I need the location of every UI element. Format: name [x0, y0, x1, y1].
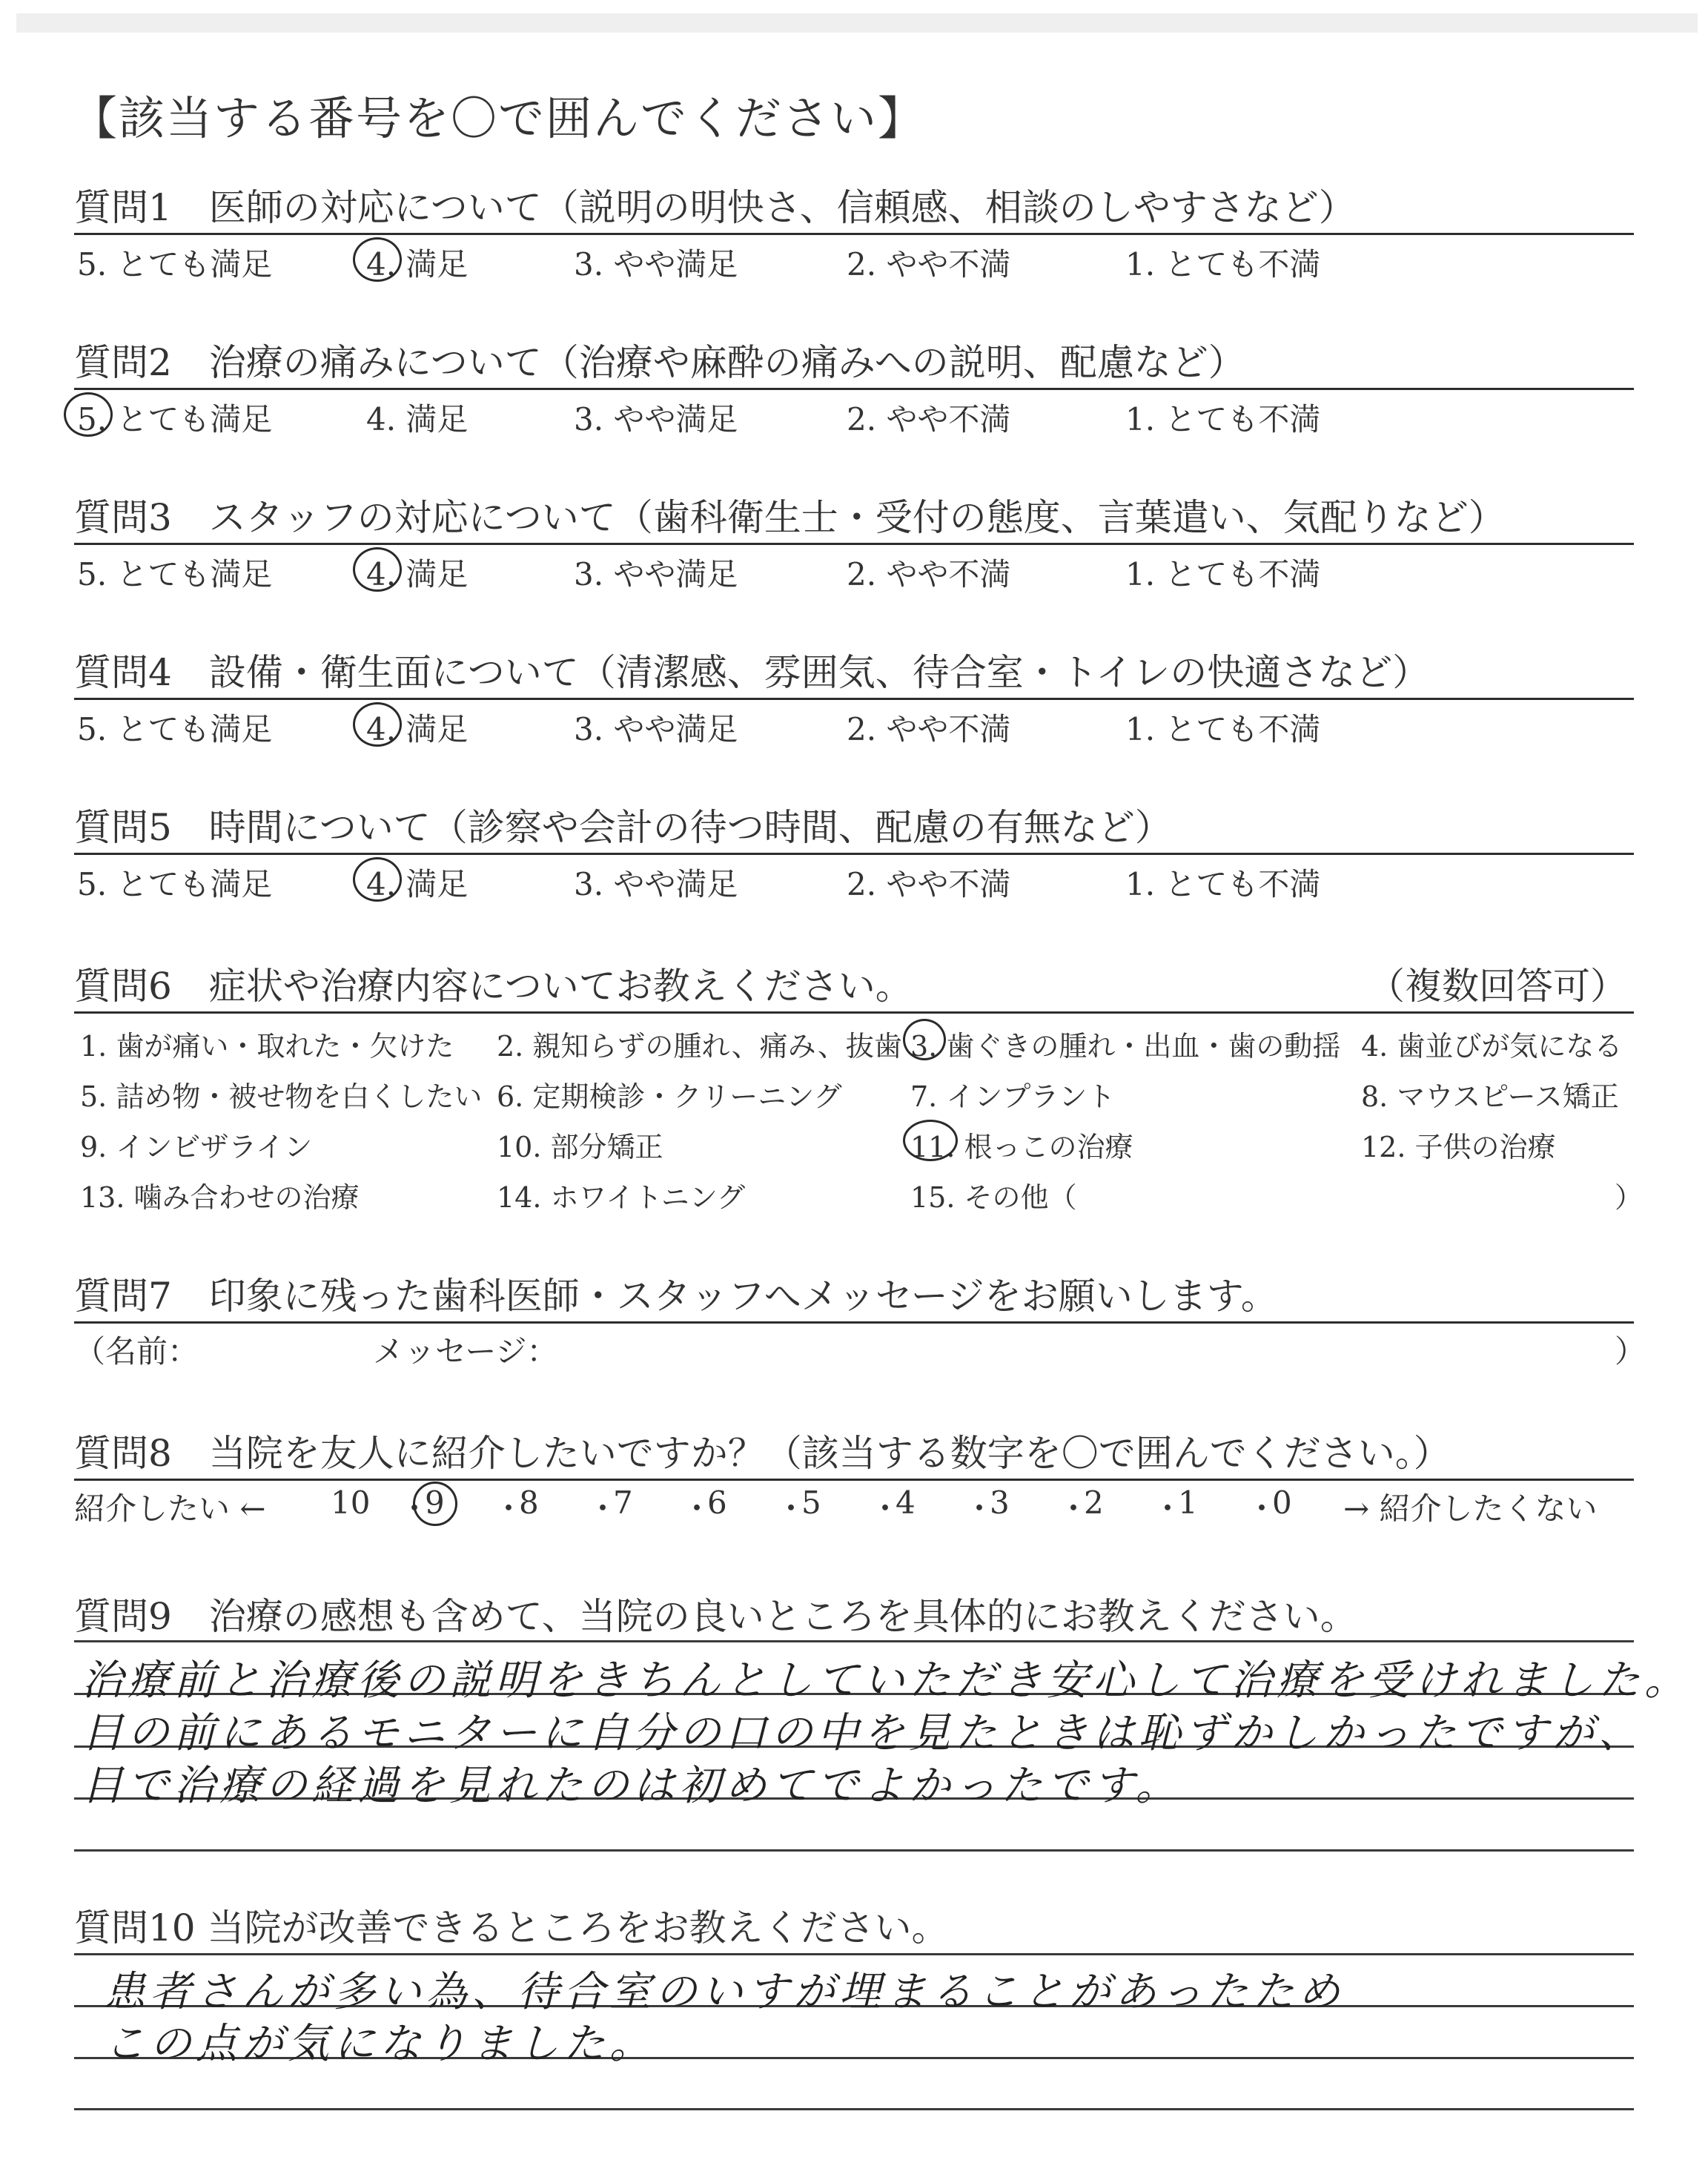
q6-option-11[interactable]: 11. 根っこの治療	[910, 1131, 1133, 1163]
q8-scale-separator: ・	[399, 1490, 431, 1527]
q8-title: 質問8 当院を友人に紹介したいですか？（該当する数字を〇で囲んでください。）	[74, 1432, 1451, 1475]
q7-title: 質問7 印象に残った歯科医師・スタッフへメッセージをお願いします。	[74, 1275, 1278, 1318]
q4-option-5[interactable]: 5. とても満足	[77, 711, 273, 747]
q2-title: 質問2 治療の痛みについて（治療や麻酔の痛みへの説明、配慮など）	[74, 341, 1245, 384]
q8-scale-separator: ・	[1246, 1490, 1278, 1527]
q3-option-5[interactable]: 5. とても満足	[77, 556, 273, 592]
q2-option-4[interactable]: 4. 満足	[366, 401, 469, 437]
q5-rule	[74, 853, 1634, 855]
q1-option-3[interactable]: 3. やや満足	[574, 246, 738, 283]
q5-option-4[interactable]: 4. 満足	[366, 866, 469, 902]
q6-option-12[interactable]: 12. 子供の治療	[1361, 1131, 1556, 1163]
q8-right-label: → 紹介したくない	[1343, 1490, 1598, 1527]
q2-option-3[interactable]: 3. やや満足	[574, 401, 738, 437]
page-top-edge	[16, 13, 1698, 33]
q10-rule-1	[74, 1953, 1634, 1955]
q4-option-4[interactable]: 4. 満足	[366, 711, 469, 747]
q6-option-4[interactable]: 4. 歯並びが気になる	[1361, 1030, 1623, 1063]
q2-rule	[74, 388, 1634, 390]
q6-selection-circle-3	[903, 1019, 946, 1060]
q2-option-2[interactable]: 2. やや不満	[847, 401, 1011, 437]
instruction-header: 【該当する番号を〇で囲んでください】	[71, 91, 926, 145]
q8-scale-1[interactable]: 1	[1178, 1484, 1198, 1521]
q1-selection-circle	[353, 237, 402, 282]
q4-option-2[interactable]: 2. やや不満	[847, 711, 1011, 747]
q3-selection-circle	[353, 547, 402, 592]
q2-option-5[interactable]: 5. とても満足	[77, 401, 273, 437]
q2-selection-circle	[64, 392, 113, 437]
q8-scale-separator: ・	[493, 1490, 525, 1527]
q9-answer-line-2: 目の前にあるモニターに自分の口の中を見たときは恥ずかしかったですが、	[82, 1709, 1644, 1757]
q6-option-8[interactable]: 8. マウスピース矯正	[1361, 1080, 1619, 1113]
q8-scale-separator: ・	[1058, 1490, 1090, 1527]
q8-scale-5[interactable]: 5	[801, 1484, 821, 1521]
q3-option-2[interactable]: 2. やや不満	[847, 556, 1011, 592]
q3-option-4[interactable]: 4. 満足	[366, 556, 469, 592]
q7-name-label: （名前：	[74, 1333, 199, 1370]
q8-selection-circle	[413, 1482, 457, 1526]
q1-rule	[74, 233, 1634, 235]
q3-title: 質問3 スタッフの対応について（歯科衛生士・受付の態度、言葉遣い、気配りなど）	[74, 496, 1506, 539]
q8-scale-separator: ・	[964, 1490, 996, 1527]
q9-rule-5	[74, 1849, 1634, 1852]
q5-option-3[interactable]: 3. やや満足	[574, 866, 738, 902]
q5-option-1[interactable]: 1. とても不満	[1125, 866, 1321, 902]
q6-option-14[interactable]: 14. ホワイトニング	[497, 1181, 746, 1214]
q7-rule	[74, 1321, 1634, 1324]
q8-scale-0[interactable]: 0	[1272, 1484, 1292, 1521]
q6-option-9[interactable]: 9. インビザライン	[80, 1131, 313, 1163]
q8-scale-7[interactable]: 7	[613, 1484, 633, 1521]
q1-option-1[interactable]: 1. とても不満	[1125, 246, 1321, 283]
q9-answer-line-3: 目で治療の経過を見れたのは初めてでよかったです。	[82, 1762, 1182, 1810]
q6-rule	[74, 1011, 1634, 1014]
q1-title: 質問1 医師の対応について（説明の明快さ、信頼感、相談のしやすさなど）	[74, 186, 1356, 229]
q8-scale-4[interactable]: 4	[896, 1484, 916, 1521]
q6-option-5[interactable]: 5. 詰め物・被せ物を白くしたい	[80, 1080, 483, 1113]
q1-option-4[interactable]: 4. 満足	[366, 246, 469, 283]
q6-option-15[interactable]: 15. その他（	[910, 1181, 1077, 1214]
q6-option-13[interactable]: 13. 噛み合わせの治療	[80, 1181, 360, 1214]
q6-option-3[interactable]: 3. 歯ぐきの腫れ・出血・歯の動揺	[910, 1030, 1341, 1063]
q8-scale-separator: ・	[1152, 1490, 1184, 1527]
q8-scale-3[interactable]: 3	[990, 1484, 1010, 1521]
q1-option-2[interactable]: 2. やや不満	[847, 246, 1011, 283]
q10-title: 質問10 当院が改善できるところをお教えください。	[74, 1906, 949, 1949]
q6-selection-circle-11	[903, 1120, 958, 1161]
q4-title: 質問4 設備・衛生面について（清潔感、雰囲気、待合室・トイレの快適さなど）	[74, 651, 1430, 694]
q6-option-1[interactable]: 1. 歯が痛い・取れた・欠けた	[80, 1030, 454, 1063]
q8-scale-separator: ・	[870, 1490, 901, 1527]
q6-title: 質問6 症状や治療内容についてお教えください。	[74, 965, 913, 1008]
q6-option-10[interactable]: 10. 部分矯正	[497, 1131, 663, 1163]
q9-answer-line-1: 治療前と治療後の説明をきちんとしていただき安心して治療を受けれました。	[82, 1657, 1690, 1705]
q4-selection-circle	[353, 702, 402, 747]
q6-note: （複数回答可）	[1368, 965, 1627, 1008]
q10-rule-4	[74, 2108, 1634, 2110]
q4-option-3[interactable]: 3. やや満足	[574, 711, 738, 747]
q5-option-2[interactable]: 2. やや不満	[847, 866, 1011, 902]
q8-scale-9[interactable]: 9	[425, 1484, 445, 1521]
q3-option-3[interactable]: 3. やや満足	[574, 556, 738, 592]
q6-option-2[interactable]: 2. 親知らずの腫れ、痛み、抜歯	[497, 1030, 902, 1063]
q9-title: 質問9 治療の感想も含めて、当院の良いところを具体的にお教えください。	[74, 1595, 1357, 1638]
q6-option-7[interactable]: 7. インプラント	[910, 1080, 1116, 1113]
q8-left-label: 紹介したい ←	[74, 1490, 266, 1527]
q9-rule-1	[74, 1640, 1634, 1642]
q1-option-5[interactable]: 5. とても満足	[77, 246, 273, 283]
q3-option-1[interactable]: 1. とても不満	[1125, 556, 1321, 592]
q8-rule	[74, 1479, 1634, 1481]
q5-option-5[interactable]: 5. とても満足	[77, 866, 273, 902]
q8-scale-separator: ・	[587, 1490, 619, 1527]
q10-answer-line-2: この点が気になりました。	[104, 2020, 655, 2068]
q4-rule	[74, 698, 1634, 700]
q8-scale-6[interactable]: 6	[707, 1484, 727, 1521]
q4-option-1[interactable]: 1. とても不満	[1125, 711, 1321, 747]
q7-close-paren: ）	[1615, 1333, 1646, 1370]
q7-message-label: メッセージ：	[373, 1333, 558, 1370]
q8-scale-separator: ・	[775, 1490, 807, 1527]
q8-scale-2[interactable]: 2	[1084, 1484, 1104, 1521]
q10-answer-line-1: 患者さんが多い為、待合室のいすが埋まることがあったため	[104, 1968, 1345, 2016]
q8-scale-8[interactable]: 8	[519, 1484, 539, 1521]
q8-scale-10[interactable]: 10	[331, 1484, 371, 1521]
q6-option-6[interactable]: 6. 定期検診・クリーニング	[497, 1080, 842, 1113]
q8-scale-separator: ・	[681, 1490, 713, 1527]
q5-selection-circle	[353, 857, 402, 902]
q6-other-close: ）	[1615, 1181, 1644, 1214]
q2-option-1[interactable]: 1. とても不満	[1125, 401, 1321, 437]
q5-title: 質問5 時間について（診察や会計の待つ時間、配慮の有無など）	[74, 806, 1172, 849]
q3-rule	[74, 543, 1634, 545]
